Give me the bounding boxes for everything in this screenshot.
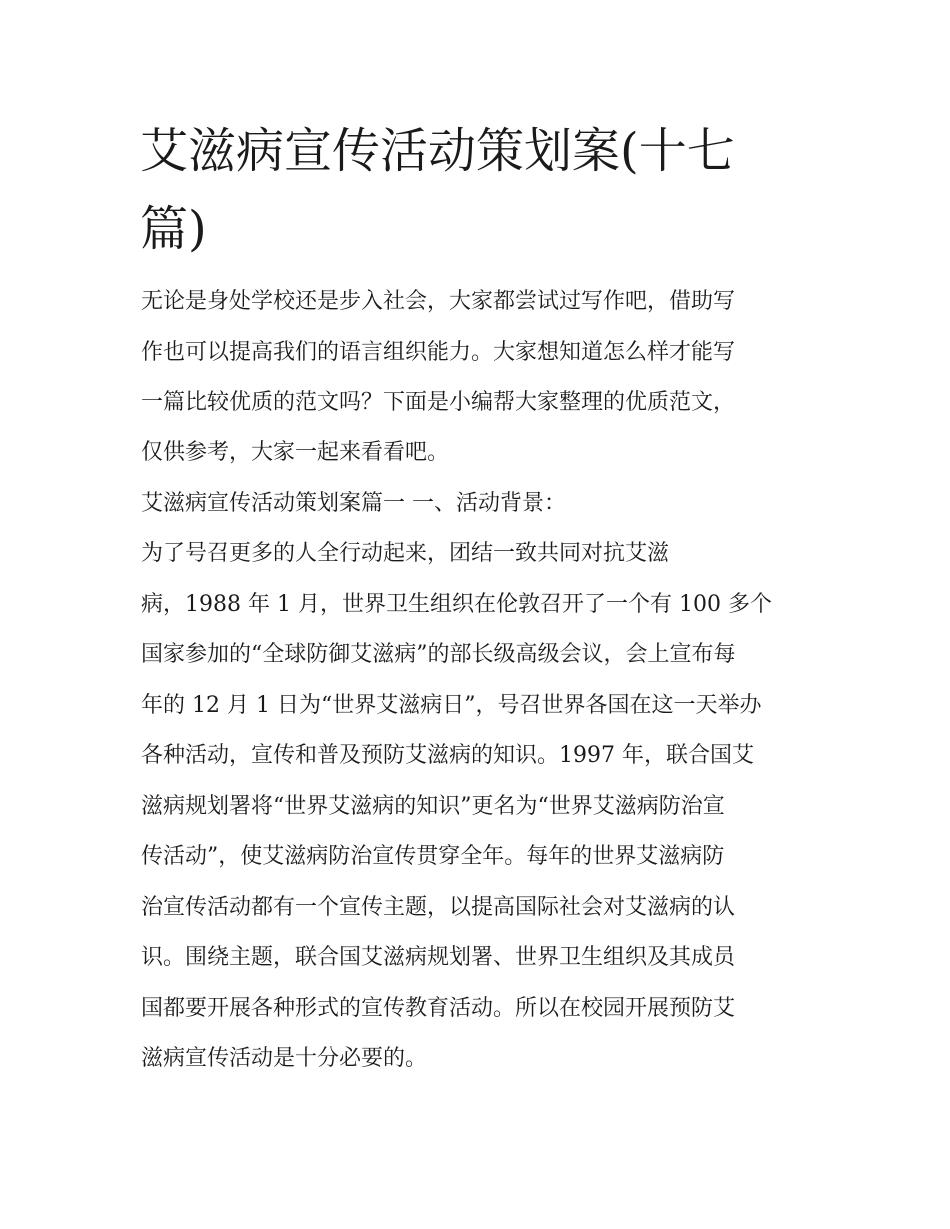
paragraph-line: 病，1988 年 1 月，世界卫生组织在伦敦召开了一个有 100 多个 bbox=[141, 592, 772, 617]
paragraph-line: 一篇比较优质的范文吗？下面是小编帮大家整理的优质范文， bbox=[141, 390, 736, 415]
document-title: 艾滋病宣传活动策划案(十七篇) bbox=[140, 123, 735, 257]
paragraph-line: 国家参加的“全球防御艾滋病”的部长级高级会议，会上宣布每 bbox=[141, 642, 736, 667]
paragraph-line: 滋病规划署将“世界艾滋病的知识”更名为“世界艾滋病防治宣 bbox=[141, 794, 725, 819]
paragraph-line: 年的 12 月 1 日为“世界艾滋病日”，号召世界各国在这一天举办 bbox=[141, 693, 762, 718]
paragraph-line: 滋病宣传活动是十分必要的。 bbox=[141, 1046, 428, 1071]
paragraph-line: 各种活动，宣传和普及预防艾滋病的知识。1997 年，联合国艾 bbox=[141, 743, 754, 768]
paragraph-line: 识。围绕主题，联合国艾滋病规划署、世界卫生组织及其成员 bbox=[141, 945, 736, 970]
paragraph-line: 传活动”，使艾滋病防治宣传贯穿全年。每年的世界艾滋病防 bbox=[141, 844, 725, 869]
section-heading-line: 艾滋病宣传活动策划案篇一 一、活动背景： bbox=[141, 491, 566, 516]
paragraph-line: 治宣传活动都有一个宣传主题，以提高国际社会对艾滋病的认 bbox=[141, 895, 736, 920]
paragraph-line: 无论是身处学校还是步入社会，大家都尝试过写作吧，借助写 bbox=[141, 289, 736, 314]
paragraph-line: 国都要开展各种形式的宣传教育活动。所以在校园开展预防艾 bbox=[141, 996, 736, 1021]
paragraph-line: 仅供参考，大家一起来看看吧。 bbox=[141, 440, 450, 465]
paragraph-line: 作也可以提高我们的语言组织能力。大家想知道怎么样才能写 bbox=[141, 340, 736, 365]
paragraph-line: 为了号召更多的人全行动起来，团结一致共同对抗艾滋 bbox=[141, 541, 670, 566]
